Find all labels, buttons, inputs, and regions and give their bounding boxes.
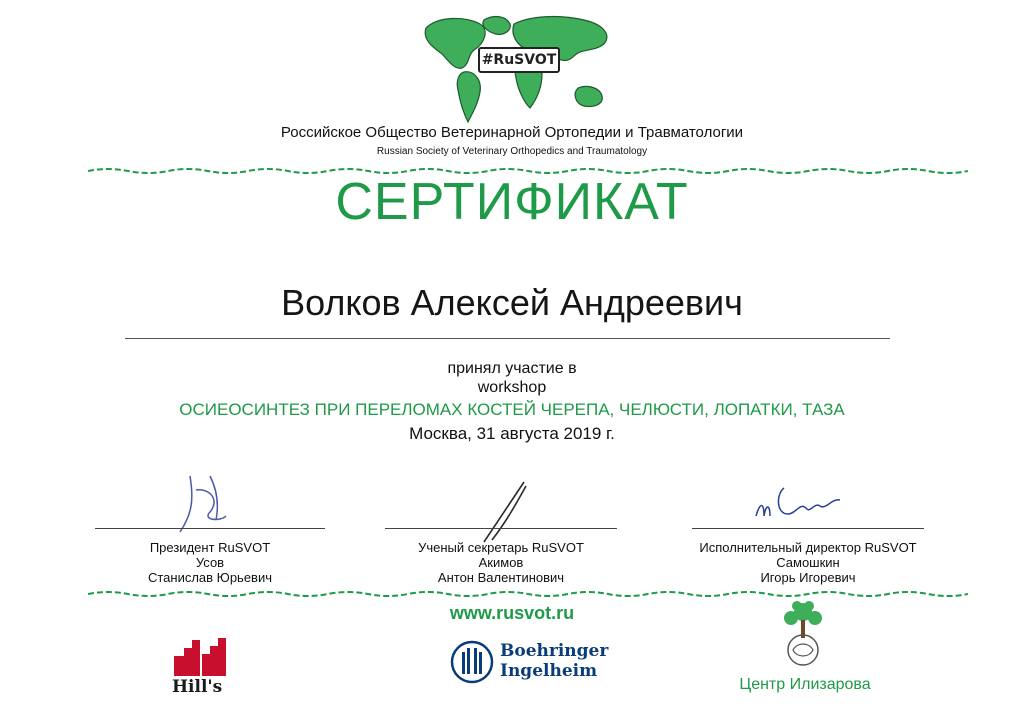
signatory-surname: Усов bbox=[195, 555, 225, 570]
signatory-president bbox=[95, 540, 325, 585]
course-title: ОСИЕОСИНТЕЗ ПРИ ПЕРЕЛОМАХ КОСТЕЙ ЧЕРЕПА, ЧЕЛЮСТИ, ЛОПАТКИ, ТАЗА bbox=[179, 400, 845, 419]
signatory-role: Президент RuSVOT bbox=[149, 540, 271, 555]
recipient-name: Волков Алексей Андреевич bbox=[281, 282, 743, 323]
signatory-secretary bbox=[385, 540, 617, 585]
signatory-name: Антон Валентинович bbox=[437, 570, 565, 585]
signatory-name: Станислав Юрьевич bbox=[147, 570, 272, 585]
organization-name-ru: Российское Общество Ветеринарной Ортопедии и Травматологии bbox=[280, 124, 744, 141]
decorative-wavy-divider-bottom bbox=[88, 586, 968, 596]
ilizarov-center-tree-emblem-icon bbox=[775, 598, 831, 670]
signature-line-president bbox=[95, 528, 325, 529]
signatory-role: Ученый секретарь RuSVOT bbox=[418, 540, 584, 555]
signatory-surname: Акимов bbox=[478, 555, 524, 570]
signature-scribble-secretary bbox=[470, 478, 540, 548]
boehringer-text-line2: Ingelheim bbox=[500, 661, 598, 681]
signatory-name: Игорь Игоревич bbox=[760, 570, 856, 585]
boehringer-ingelheim-emblem-icon bbox=[450, 640, 494, 684]
participation-text: принял участие в bbox=[447, 360, 577, 377]
rusvot-hashtag-badge: #RuSVOT bbox=[478, 47, 560, 73]
website-link: www.rusvot.ru bbox=[449, 603, 575, 623]
ilizarov-center-text: Центр Илизарова bbox=[739, 676, 871, 693]
boehringer-text-line1: Boehringer bbox=[500, 641, 609, 661]
organization-name-en: Russian Society of Veterinary Orthopedics and Traumatology bbox=[376, 146, 648, 157]
boehringer-ingelheim-text bbox=[500, 641, 608, 681]
place-and-date: Москва, 31 августа 2019 г. bbox=[409, 424, 615, 443]
signature-scribble-director bbox=[750, 478, 850, 528]
signature-scribble-president bbox=[150, 470, 260, 540]
signatory-director bbox=[692, 540, 924, 585]
signature-line-secretary bbox=[385, 528, 617, 529]
event-type: workshop bbox=[477, 379, 547, 396]
signatory-role: Исполнительный директор RuSVOT bbox=[699, 540, 917, 555]
recipient-underline bbox=[125, 338, 890, 339]
signatory-surname: Самошкин bbox=[776, 555, 840, 570]
certificate-title: СЕРТИФИКАТ bbox=[335, 173, 689, 231]
hills-logo-text: Hill's bbox=[172, 677, 223, 697]
signature-line-director bbox=[692, 528, 924, 529]
